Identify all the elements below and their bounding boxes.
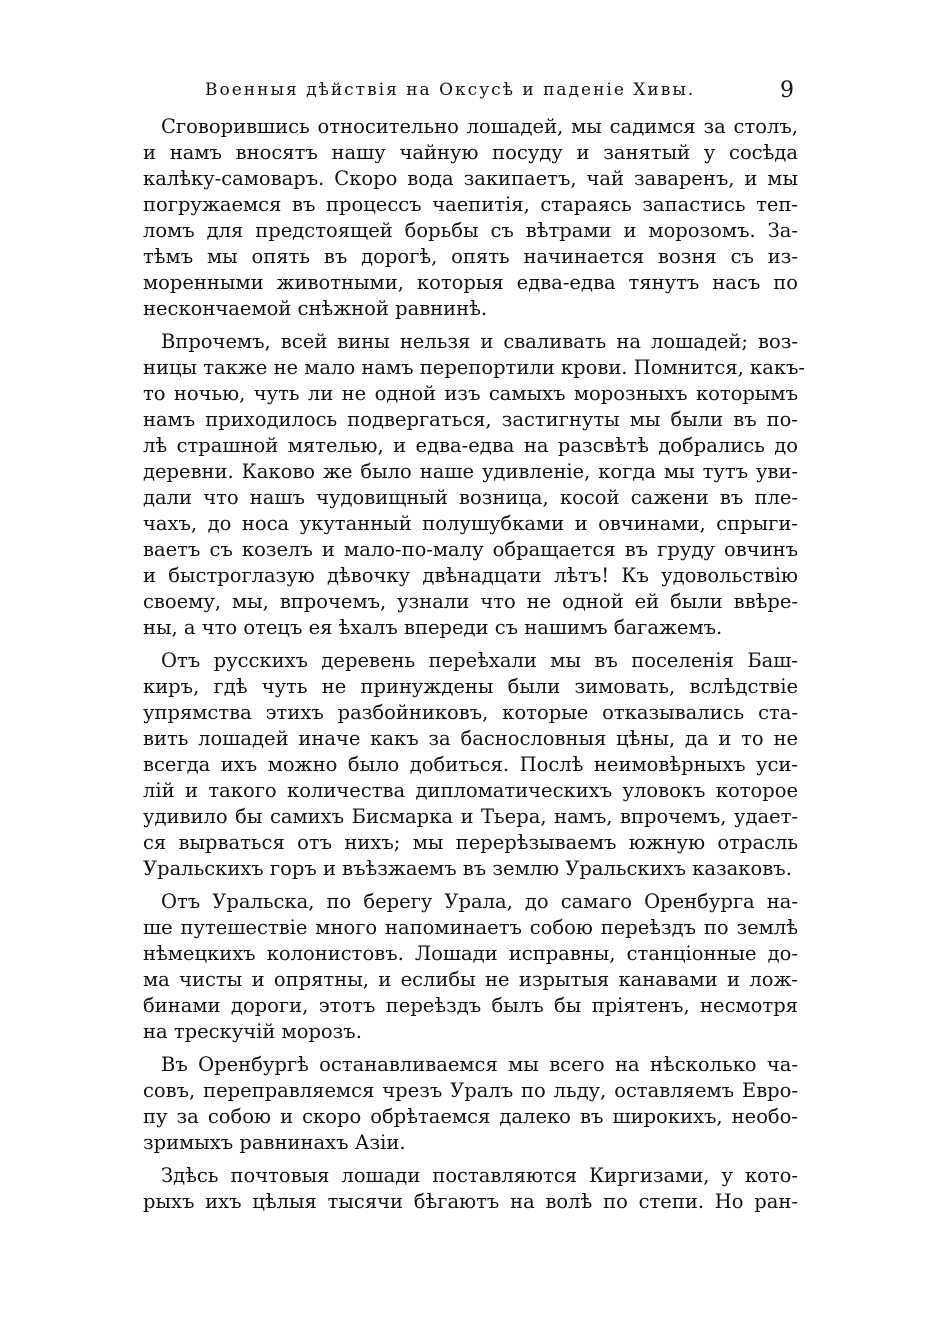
text-line: киръ, гдѣ чуть не принуждены были зимовать, вслѣдствіе xyxy=(143,675,798,698)
text-line: Впрочемъ, всей вины нельзя и сваливать на лошадей; воз- xyxy=(161,330,798,353)
text-line: совъ, переправляемся чрезъ Уралъ по льду, оставляемъ Евро- xyxy=(143,1079,798,1102)
text-line: ваетъ съ козелъ и мало-по-малу обращается въ груду овчинъ xyxy=(143,538,798,561)
text-line: на трескучій морозъ. xyxy=(143,1020,362,1043)
text-line: бинами дороги, этотъ переѣздъ былъ бы пріятенъ, несмотря xyxy=(143,994,798,1017)
text-line: калѣку-самоваръ. Скоро вода закипаетъ, чай заваренъ, и мы xyxy=(143,167,798,190)
text-line: Здѣсь почтовыя лошади поставляются Киргизами, у кото- xyxy=(161,1164,798,1187)
text-line: зримыхъ равнинахъ Азіи. xyxy=(143,1131,406,1154)
text-line: погружаемся въ процессъ чаепитія, стараясь запастись теп- xyxy=(143,193,798,216)
text-line: намъ приходилось подвергаться, застигнуты мы были въ по- xyxy=(143,408,798,431)
running-title: Военныя дѣйствія на Оксусѣ и паденіе Хивы. xyxy=(205,80,696,100)
text-line: чахъ, до носа укутанный полушубками и овчинами, спрыги- xyxy=(143,512,798,535)
text-line: Уральскихъ горъ и въѣзжаемъ въ землю Уральскихъ казаковъ. xyxy=(143,857,792,880)
paragraph xyxy=(143,114,798,322)
text-line: нѣмецкихъ колонистовъ. Лошади исправны, станціонные до- xyxy=(143,942,798,965)
text-line: тѣмъ мы опять въ дорогѣ, опять начинается возня съ из- xyxy=(143,245,798,268)
text-line: ма чисты и опрятны, и еслибы не изрытыя канавами и лож- xyxy=(143,968,798,991)
paragraph xyxy=(143,1163,798,1215)
text-line: удивило бы самихъ Бисмарка и Тьера, намъ, впрочемъ, удает- xyxy=(143,805,798,828)
text-line: упрямства этихъ разбойниковъ, которые отказывались ста- xyxy=(143,701,798,724)
text-line: моренными животными, которыя едва-едва тянутъ насъ по xyxy=(143,271,798,294)
paragraph xyxy=(143,648,798,882)
text-line: ше путешествіе много напоминаетъ собою переѣздъ по землѣ xyxy=(143,916,798,939)
text-line: Въ Оренбургѣ останавливаемся мы всего на нѣсколько ча- xyxy=(161,1053,798,1076)
text-line: ломъ для предстоящей борьбы съ вѣтрами и морозомъ. За- xyxy=(143,219,798,242)
text-line: ся вырваться отъ нихъ; мы перерѣзываемъ южную отрасль xyxy=(143,831,798,854)
text-line: Отъ Уральска, по берегу Урала, до самаго Оренбурга на- xyxy=(161,890,798,913)
paragraph xyxy=(143,1052,798,1156)
text-line: лѣ страшной мятелью, и едва-едва на разсвѣтѣ добрались до xyxy=(143,434,798,457)
text-line: рыхъ ихъ цѣлыя тысячи бѣгаютъ на волѣ по степи. Но ран- xyxy=(143,1190,798,1213)
text-line: ны, а что отецъ ея ѣхалъ впереди съ нашимъ багажемъ. xyxy=(143,616,723,639)
text-line: пу за собою и скоро обрѣтаемся далеко въ широкихъ, необо- xyxy=(143,1105,798,1128)
text-line: ницы также не мало намъ перепортили крови. Помнится, какъ- xyxy=(143,356,806,379)
text-line: дали что нашъ чудовищный возница, косой сажени въ пле- xyxy=(143,486,798,509)
text-line: всегда ихъ можно было добиться. Послѣ неимовѣрныхъ уси- xyxy=(143,753,798,776)
text-line: лій и такого количества дипломатическихъ уловокъ которое xyxy=(143,779,798,802)
paragraph xyxy=(143,329,806,641)
page-number: 9 xyxy=(780,78,794,103)
text-line: и намъ вносятъ нашу чайную посуду и занятый у сосѣда xyxy=(143,141,798,164)
text-line: нескончаемой снѣжной равнинѣ. xyxy=(143,297,488,320)
body-text xyxy=(143,114,806,1222)
text-line: Сговорившись относительно лошадей, мы садимся за столъ, xyxy=(161,115,798,138)
text-line: своему, мы, впрочемъ, узнали что не одной ей были ввѣре- xyxy=(143,590,798,613)
text-line: то ночью, чуть ли не одной изъ самыхъ морозныхъ которымъ xyxy=(143,382,798,405)
text-line: деревни. Каково же было наше удивленіе, когда мы тутъ уви- xyxy=(143,460,798,483)
text-line: Отъ русскихъ деревень переѣхали мы въ поселенія Баш- xyxy=(161,649,798,672)
text-line: вить лошадей иначе какъ за баснословныя цѣны, да и то не xyxy=(143,727,798,750)
text-line: и быстроглазую дѣвочку двѣнадцати лѣтъ! Къ удовольствію xyxy=(143,564,798,587)
paragraph xyxy=(143,889,798,1045)
